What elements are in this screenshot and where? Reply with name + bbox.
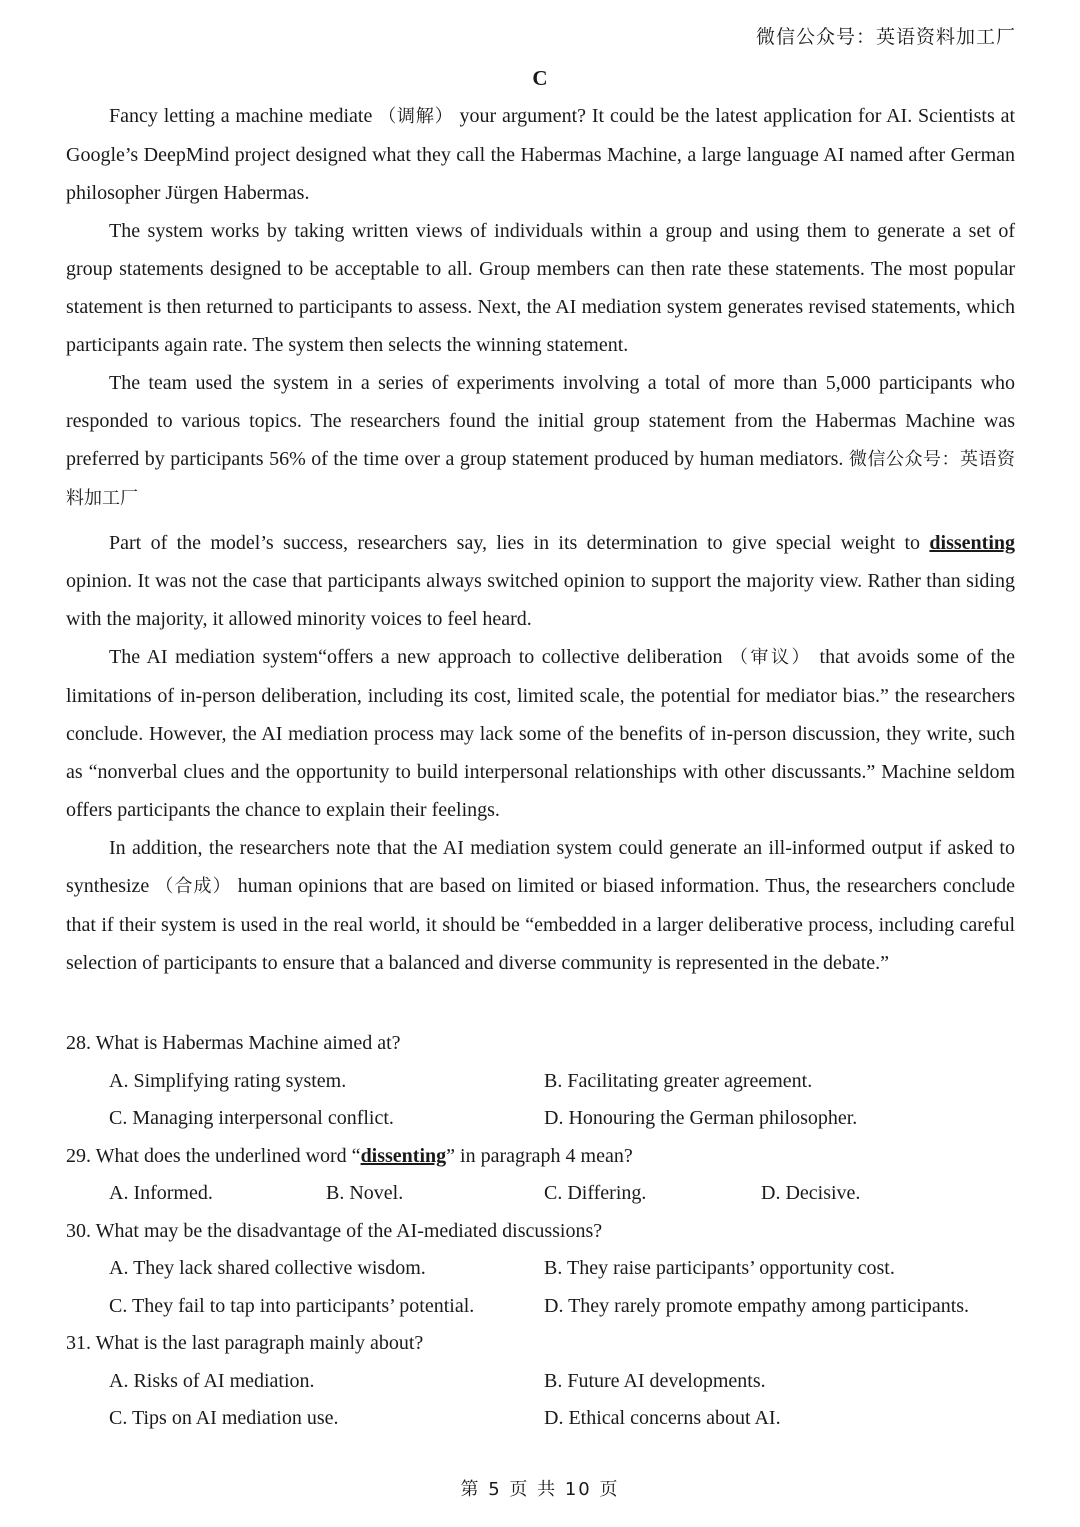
options bbox=[66, 1175, 1026, 1213]
option-b[interactable]: B. Future AI developments. bbox=[544, 1369, 766, 1392]
paragraph-2: The system works by taking written views of individuals within a group and using them to generate a set of group statements designed to be acceptable to all. Group members can then rate these statements. The most popular statement is then returned to participants to assess. Next, the AI mediation system generates revised statements, which participants again rate. The system then selects the winning statement. bbox=[66, 220, 1015, 356]
paragraph-3-watermark: 微信公众号：英语资料加工厂 bbox=[66, 449, 1016, 509]
option-d[interactable]: D. Decisive. bbox=[761, 1182, 861, 1204]
option-d[interactable]: D. Honouring the German philosopher. bbox=[544, 1107, 858, 1129]
header-watermark: 微信公众号：英语资料加工厂 bbox=[755, 26, 1016, 48]
option-a[interactable]: A. Risks of AI mediation. bbox=[109, 1369, 315, 1392]
paragraph-4 bbox=[66, 524, 1015, 638]
option-b[interactable]: B. Facilitating greater agreement. bbox=[544, 1069, 813, 1092]
reading-passage bbox=[66, 97, 1015, 982]
option-a[interactable]: A. Simplifying rating system. bbox=[109, 1069, 347, 1092]
question-stem: 28. What is Habermas Machine aimed at? bbox=[66, 1032, 401, 1054]
question-31 bbox=[66, 1325, 1026, 1438]
question-28 bbox=[66, 1025, 1026, 1138]
option-a[interactable]: A. Informed. bbox=[109, 1182, 213, 1204]
paragraph-1-text-b: your argument? It could be the latest application for AI. Scientists at Google’s DeepMind project designed what they call the Habermas Machine, a large language AI named after German philosopher Jürgen Habermas. bbox=[66, 105, 1016, 204]
option-b[interactable]: B. Novel. bbox=[326, 1182, 404, 1204]
page-number: 第 5 页 共 10 页 bbox=[460, 1479, 620, 1500]
question-stem: 30. What may be the disadvantage of the AI-mediated discussions? bbox=[66, 1219, 603, 1242]
paragraph-5-text-b: that avoids some of the limitations of in-person deliberation, including its cost, limited scale, the potential for mediator bias.” the researchers conclude. However, the AI mediation process may lack some of the benefits of in-person discussion, they write, such as “nonverbal clues and the opportunity to build interpersonal relationships with other discussants.” Machine seldom offers participants the chance to explain their feelings. bbox=[66, 646, 1016, 821]
option-a[interactable]: A. They lack shared collective wisdom. bbox=[109, 1257, 426, 1279]
option-d[interactable]: D. They rarely promote empathy among participants. bbox=[544, 1294, 970, 1317]
question-stem-a: 29. What does the underlined word “ bbox=[66, 1144, 361, 1167]
questions-section bbox=[66, 1025, 1026, 1438]
options bbox=[66, 1250, 1026, 1325]
paragraph-1-text-a: Fancy letting a machine mediate bbox=[109, 105, 373, 127]
question-30 bbox=[66, 1213, 1026, 1326]
paragraph-6-gloss: （合成） bbox=[155, 876, 232, 897]
option-c[interactable]: C. They fail to tap into participants’ potential. bbox=[109, 1294, 475, 1317]
question-stem bbox=[66, 1138, 1026, 1176]
question-stem: 31. What is the last paragraph mainly about? bbox=[66, 1332, 424, 1354]
option-d[interactable]: D. Ethical concerns about AI. bbox=[544, 1407, 781, 1429]
paragraph-5 bbox=[66, 638, 1015, 829]
paragraph-6-text-a: In addition, the researchers note that the AI mediation system could generate an ill-informed output if asked to synthesize bbox=[66, 837, 1015, 897]
option-b[interactable]: B. They raise participants’ opportunity cost. bbox=[544, 1257, 895, 1279]
paragraph-4-text-b: opinion. It was not the case that participants always switched opinion to support the majority view. Rather than siding with the majority, it allowed minority voices to feel heard. bbox=[66, 570, 1015, 630]
paragraph-6-text-b: human opinions that are based on limited or biased information. Thus, the researchers conclude that if their system is used in the real world, it should be “embedded in a larger deliberative process, including careful selection of participants to ensure that a balanced and diverse community is represented in the debate.” bbox=[66, 875, 1016, 974]
options bbox=[66, 1063, 1026, 1138]
paragraph-6 bbox=[66, 829, 1015, 982]
option-c[interactable]: C. Managing interpersonal conflict. bbox=[109, 1107, 394, 1129]
option-c[interactable]: C. Differing. bbox=[544, 1182, 647, 1204]
section-letter: C bbox=[532, 66, 548, 90]
underlined-word: dissenting bbox=[929, 532, 1015, 554]
question-underlined-word: dissenting bbox=[360, 1144, 447, 1167]
paragraph-5-text-a: The AI mediation system“offers a new approach to collective deliberation bbox=[109, 646, 723, 668]
question-stem-b: ” in paragraph 4 mean? bbox=[446, 1144, 633, 1167]
paragraph-1 bbox=[66, 97, 1015, 212]
paragraph-3-text: The team used the system in a series of experiments involving a total of more than 5,000 participants who responded to various topics. The researchers found the initial group statement from the Habermas Machine was preferred by participants 56% of the time over a group statement produced by human mediators. bbox=[66, 372, 1015, 470]
paragraph-4-text-a: Part of the model’s success, researchers say, lies in its determination to give special weight to bbox=[109, 532, 921, 554]
paragraph-1-gloss: （调解） bbox=[378, 106, 454, 127]
question-29 bbox=[66, 1138, 1026, 1213]
paragraph-3 bbox=[66, 364, 1015, 518]
option-c[interactable]: C. Tips on AI mediation use. bbox=[109, 1407, 339, 1429]
paragraph-5-gloss: （审议） bbox=[730, 647, 813, 668]
options bbox=[66, 1363, 1026, 1438]
